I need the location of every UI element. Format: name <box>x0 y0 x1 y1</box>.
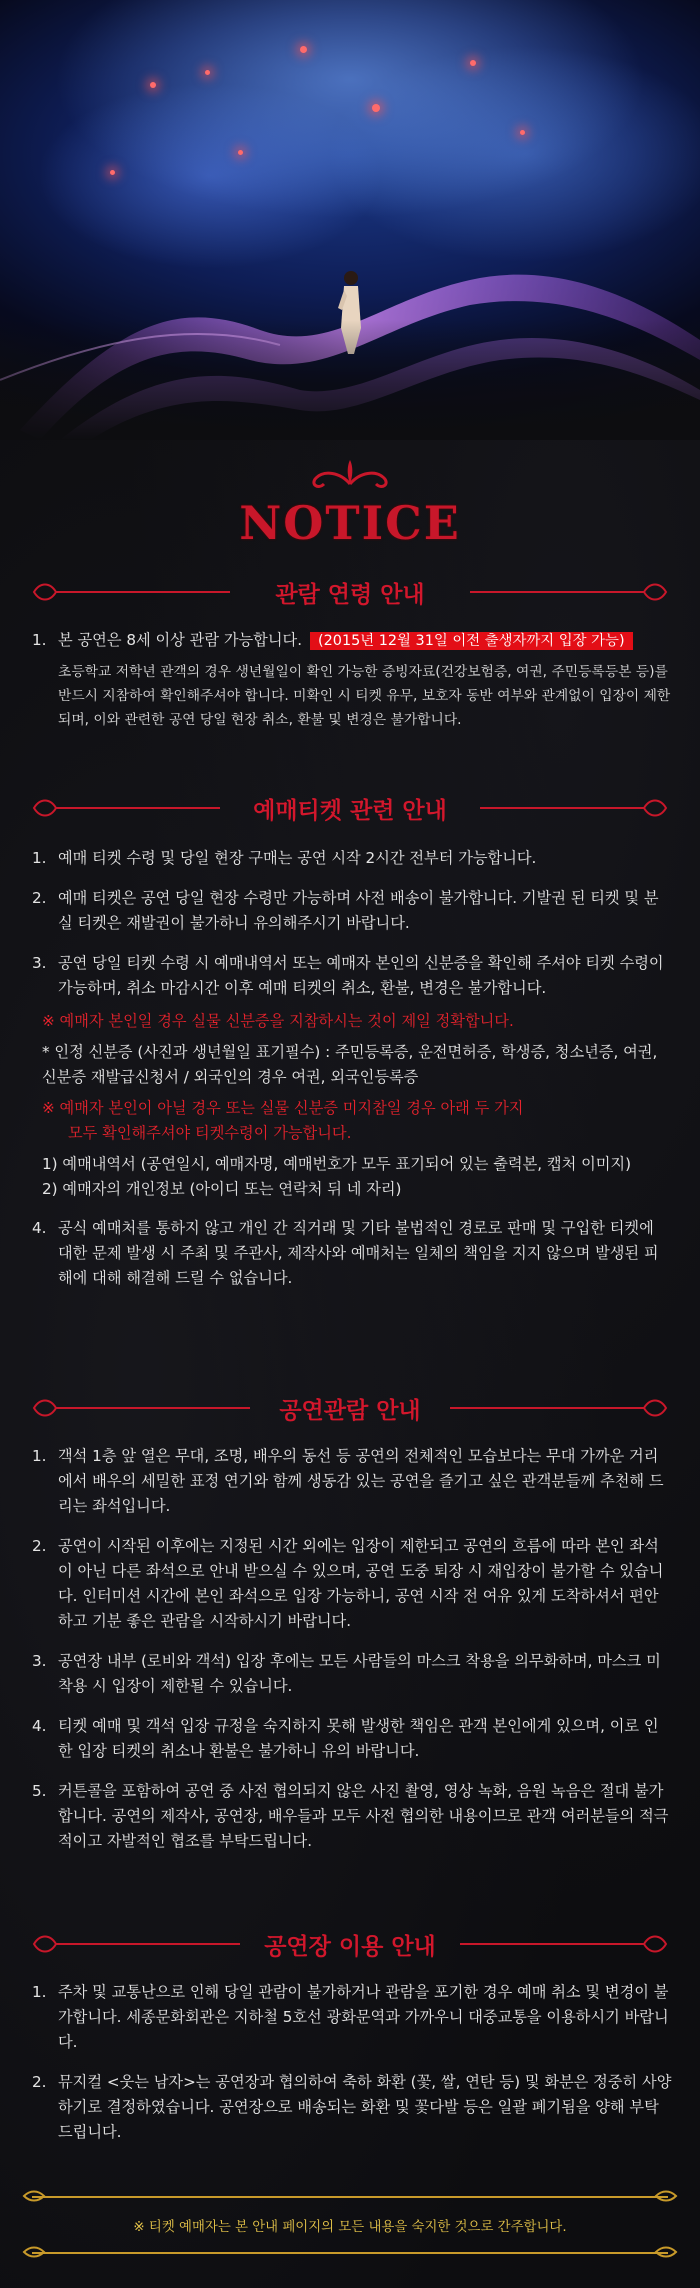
list-item: 3. 공연장 내부 (로비와 객석) 입장 후에는 모든 사람들의 마스크 착용을 의무화하며, 마스크 미착용 시 입장이 제한될 수 있습니다. <box>32 1652 661 1695</box>
star-dot <box>238 150 243 155</box>
gold-flourish-icon <box>648 2245 678 2259</box>
star-dot <box>110 170 115 175</box>
star-dot <box>372 104 380 112</box>
list-item: 1. 주차 및 교통난으로 인해 당일 관람이 불가하거나 관람을 포기한 경우 예매 취소 및 변경이 불가합니다. 세종문화회관은 지하철 5호선 광화문역과 가까우니 대중교통을 이용하시기 바랍니다. <box>32 1983 669 2051</box>
gold-flourish-icon <box>648 2189 678 2203</box>
section-title: 공연관람 안내 <box>279 1398 421 1424</box>
list-item: 4. 티켓 예매 및 객석 입장 규정을 숙지하지 못해 발생한 책임은 관객 본인에게 있으며, 이로 인한 입장 티켓의 취소나 환불은 불가하니 유의 바랍니다. <box>32 1717 659 1760</box>
notice-title: NOTICE <box>239 496 461 550</box>
list-item: 4. 공식 예매처를 통하지 않고 개인 간 직거래 및 기타 불법적인 경로로 판매 및 구입한 티켓에 대한 문제 발생 시 주최 및 주관사, 제작사와 예매처는 일체의 책임을 지지 않으며 발생된 피해에 대해 해결해 드릴 수 없습니다. <box>32 1219 659 1287</box>
list-item-sub: 초등학교 저학년 관객의 경우 생년월일이 확인 가능한 증빙자료(건강보험증, 여권, 주민등록등본 등)를 반드시 지참하여 확인해주셔야 합니다. 미확인 시 티켓 유무, 보호자 동반 여부와 관계없이 입장이 제한되며, 이와 관련한 공연 당일 현장 취소, 환불 및 변경은 불가합니다. <box>58 664 671 728</box>
star-dot <box>520 130 525 135</box>
section-venue-content <box>32 1980 672 2160</box>
section-header-viewing <box>30 1390 670 1426</box>
list-item: 2. 뮤지컬 <웃는 남자>는 공연장과 협의하여 축하 화환 (꽃, 쌀, 연탄 등) 및 화분은 정중히 사양하기로 결정하였습니다. 공연장으로 배송되는 화환 및 꽃다발 등은 일괄 폐기됨을 양해 부탁드립니다. <box>32 2073 672 2141</box>
star-dot <box>205 70 210 75</box>
list-item: 1. 예매 티켓 수령 및 당일 현장 구매는 공연 시작 2시간 전부터 가능합니다. <box>32 849 537 867</box>
section-header-ticket <box>30 790 670 826</box>
star-dot <box>470 60 476 66</box>
star-dot <box>150 82 156 88</box>
list-item: 1. 본 공연은 8세 이상 관람 가능합니다. (2015년 12월 31일 이전 출생자까지 입장 가능) 초등학교 저학년 관객의 경우 생년월일이 확인 가능한 증빙자료(건강보험증, 여권, 주민등록등본 등)를 반드시 지참하여 확인해주셔야 합니다. 미확인 시 티켓 유무, 보호자 동반 여부와 관계없이 입장이 제한되며, 이와 관련한 공연 당일 현장 취소, 환불 및 변경은 불가합니다. <box>32 628 672 732</box>
section-viewing-content <box>32 1444 672 1869</box>
notice-ornament <box>300 456 400 490</box>
hero-image <box>0 0 700 440</box>
footer-divider <box>32 2252 668 2254</box>
warning-note: ※ 예매자 본인이 아닐 경우 또는 실물 신분증 미지참일 경우 아래 두 가지 모두 확인해주셔야 티켓수령이 가능합니다. <box>42 1099 524 1142</box>
section-ticket-content <box>32 846 672 1306</box>
star-dot <box>300 46 307 53</box>
footer-note: ※ 티켓 예매자는 본 안내 페이지의 모든 내용을 숙지한 것으로 간주합니다. <box>133 2220 567 2235</box>
id-list: * 인정 신분증 (사진과 생년월일 표기필수) : 주민등록증, 운전면허증, 학생증, 청소년증, 여권, 신분증 재발급신청서 / 외국인의 경우 여권, 외국인등록증 <box>42 1043 658 1086</box>
list-item: 3. 공연 당일 티켓 수령 시 예매내역서 또는 예매자 본인의 신분증을 확인해 주셔야 티켓 수령이 가능하며, 취소 마감시간 이후 예매 티켓의 취소, 환불, 변경은 불가합니다. <box>32 954 664 997</box>
section-age-content <box>32 628 672 747</box>
section-title: 관람 연령 안내 <box>275 582 425 608</box>
list-item-sub: 1) 예매내역서 (공연일시, 예매자명, 예매번호가 모두 표기되어 있는 출력본, 캡처 이미지) <box>42 1155 632 1173</box>
section-title: 예매티켓 관련 안내 <box>253 798 447 824</box>
list-item-sub: 2) 예매자의 개인정보 (아이디 또는 연락처 뒤 네 자리) <box>42 1180 402 1198</box>
section-title: 공연장 이용 안내 <box>264 1934 436 1960</box>
gold-flourish-icon <box>22 2189 52 2203</box>
section-header-venue <box>30 1926 670 1962</box>
list-item: 5. 커튼콜을 포함하여 공연 중 사전 협의되지 않은 사진 촬영, 영상 녹화, 음원 녹음은 절대 불가합니다. 공연의 제작사, 공연장, 배우들과 모두 사전 협의한 내용이므로 관객 여러분들의 적극적이고 자발적인 협조를 부탁드립니다. <box>32 1782 669 1850</box>
list-item: 1. 객석 1층 앞 열은 무대, 조명, 배우의 동선 등 공연의 전체적인 모습보다는 무대 가까운 거리에서 배우의 세밀한 표정 연기와 함께 생동감 있는 공연을 즐기고 싶은 관객분들께 추천해 드리는 좌석입니다. <box>32 1447 664 1515</box>
highlight-badge: (2015년 12월 31일 이전 출생자까지 입장 가능) <box>310 632 633 650</box>
section-header-age <box>30 574 670 610</box>
footer-divider <box>32 2196 668 2198</box>
list-item: 2. 공연이 시작된 이후에는 지정된 시간 외에는 입장이 제한되고 공연의 흐름에 따라 본인 좌석이 아닌 다른 좌석으로 안내 받으실 수 있으며, 공연 도중 퇴장 시 재입장이 불가할 수 있습니다. 인터미션 시간에 본인 좌석으로 입장 가능하니, 공연 시작 전 여유 있게 도착하셔서 편안하고 기분 좋은 관람을 시작하시기 바랍니다. <box>32 1537 664 1630</box>
warning-note: ※ 예매자 본인일 경우 실물 신분증을 지참하시는 것이 제일 정확합니다. <box>42 1012 514 1030</box>
list-item: 2. 예매 티켓은 공연 당일 현장 수령만 가능하며 사전 배송이 불가합니다. 기발권 된 티켓 및 분실 티켓은 재발권이 불가하니 유의해주시기 바랍니다. <box>32 889 659 932</box>
gold-flourish-icon <box>22 2245 52 2259</box>
